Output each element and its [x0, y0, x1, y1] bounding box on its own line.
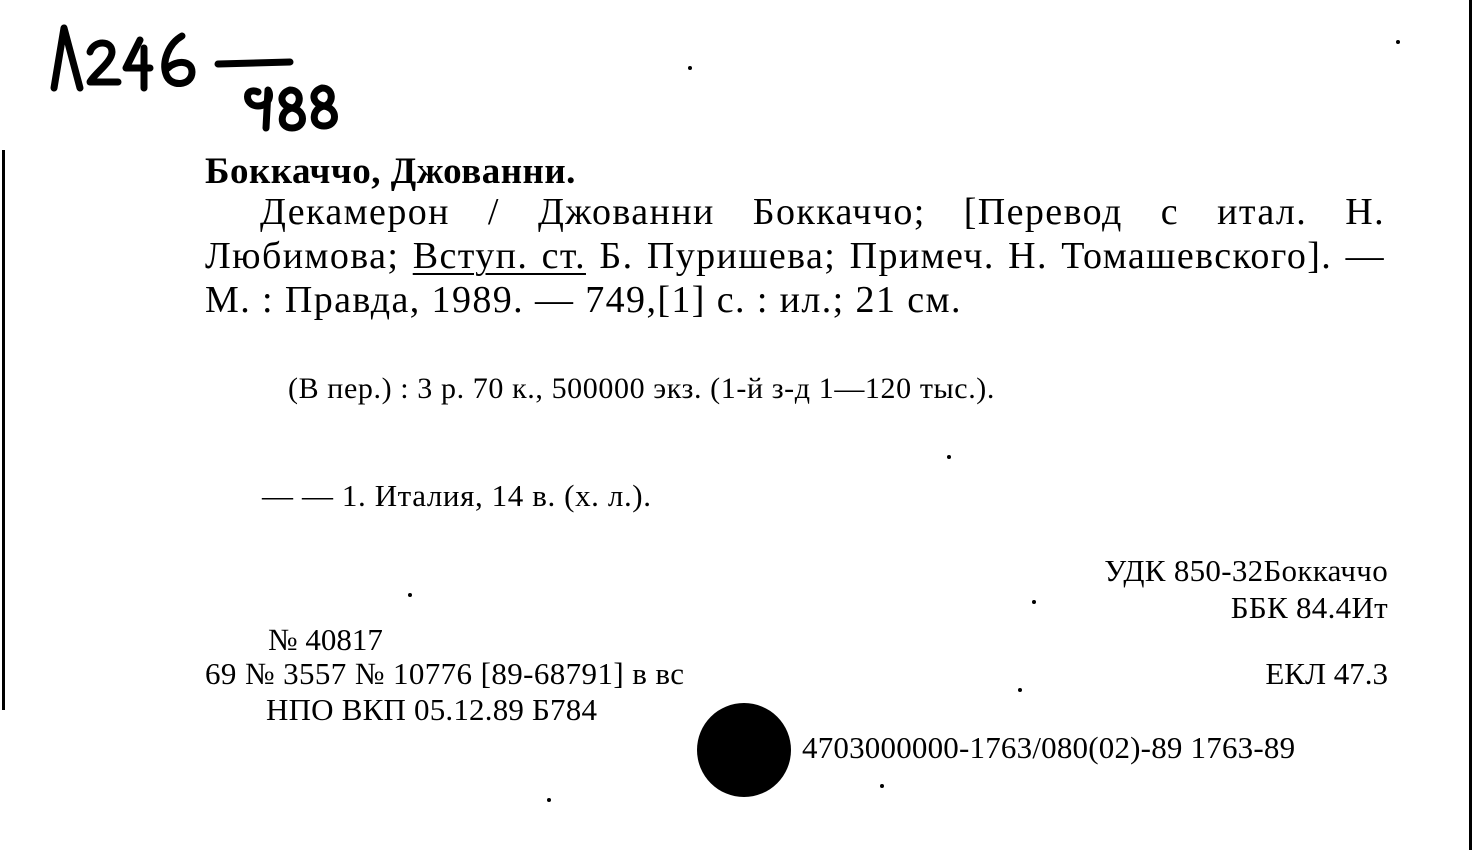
handwritten-shelfmark [40, 10, 360, 140]
author-heading: Боккаччо, Джованни. [205, 151, 576, 192]
bibliographic-description [205, 190, 1385, 322]
handwritten-shelfmark-drawing [40, 10, 360, 140]
scan-speck [1396, 40, 1400, 44]
bbk-code: ББК 84.4Ит [1230, 590, 1388, 625]
punch-hole [697, 703, 791, 797]
scan-speck [1018, 688, 1022, 692]
scan-speck [547, 798, 551, 802]
printing-numbers: 69 № 3557 № 10776 [89-68791] в вс [205, 656, 685, 691]
classification-block [1104, 552, 1388, 626]
card-number: № 40817 [268, 622, 383, 657]
description-part-1: Декамерон / Джованни Боккаччо; [Перевод с итал. Н. Любимова; [205, 191, 1385, 277]
scan-speck [947, 455, 951, 459]
scan-speck [408, 593, 412, 597]
ekl-code: ЕКЛ 47.3 [1265, 656, 1388, 691]
isbn-code: 4703000000-1763/080(02)-89 1763-89 [802, 730, 1296, 765]
scan-speck [880, 784, 884, 788]
subject-line: — — 1. Италия, 14 в. (х. л.). [262, 478, 652, 513]
scan-speck [1032, 600, 1036, 604]
card-right-edge [1469, 0, 1472, 850]
publisher-line: НПО ВКП 05.12.89 Б784 [266, 692, 598, 727]
description-underlined: Вступ. ст. [412, 235, 586, 277]
price-line: (В пер.) : 3 р. 70 к., 500000 экз. (1-й з-д 1—120 тыс.). [288, 372, 995, 405]
scan-speck [688, 66, 692, 70]
udk-code: УДК 850-32Боккаччо [1104, 553, 1388, 588]
description-part-2: Б. Пуришева; Примеч. Н. Томашевского]. — М. : Правда, 1989. — 749,[1] с. : ил.; 21 см. [205, 235, 1385, 321]
card-left-edge [2, 150, 5, 710]
